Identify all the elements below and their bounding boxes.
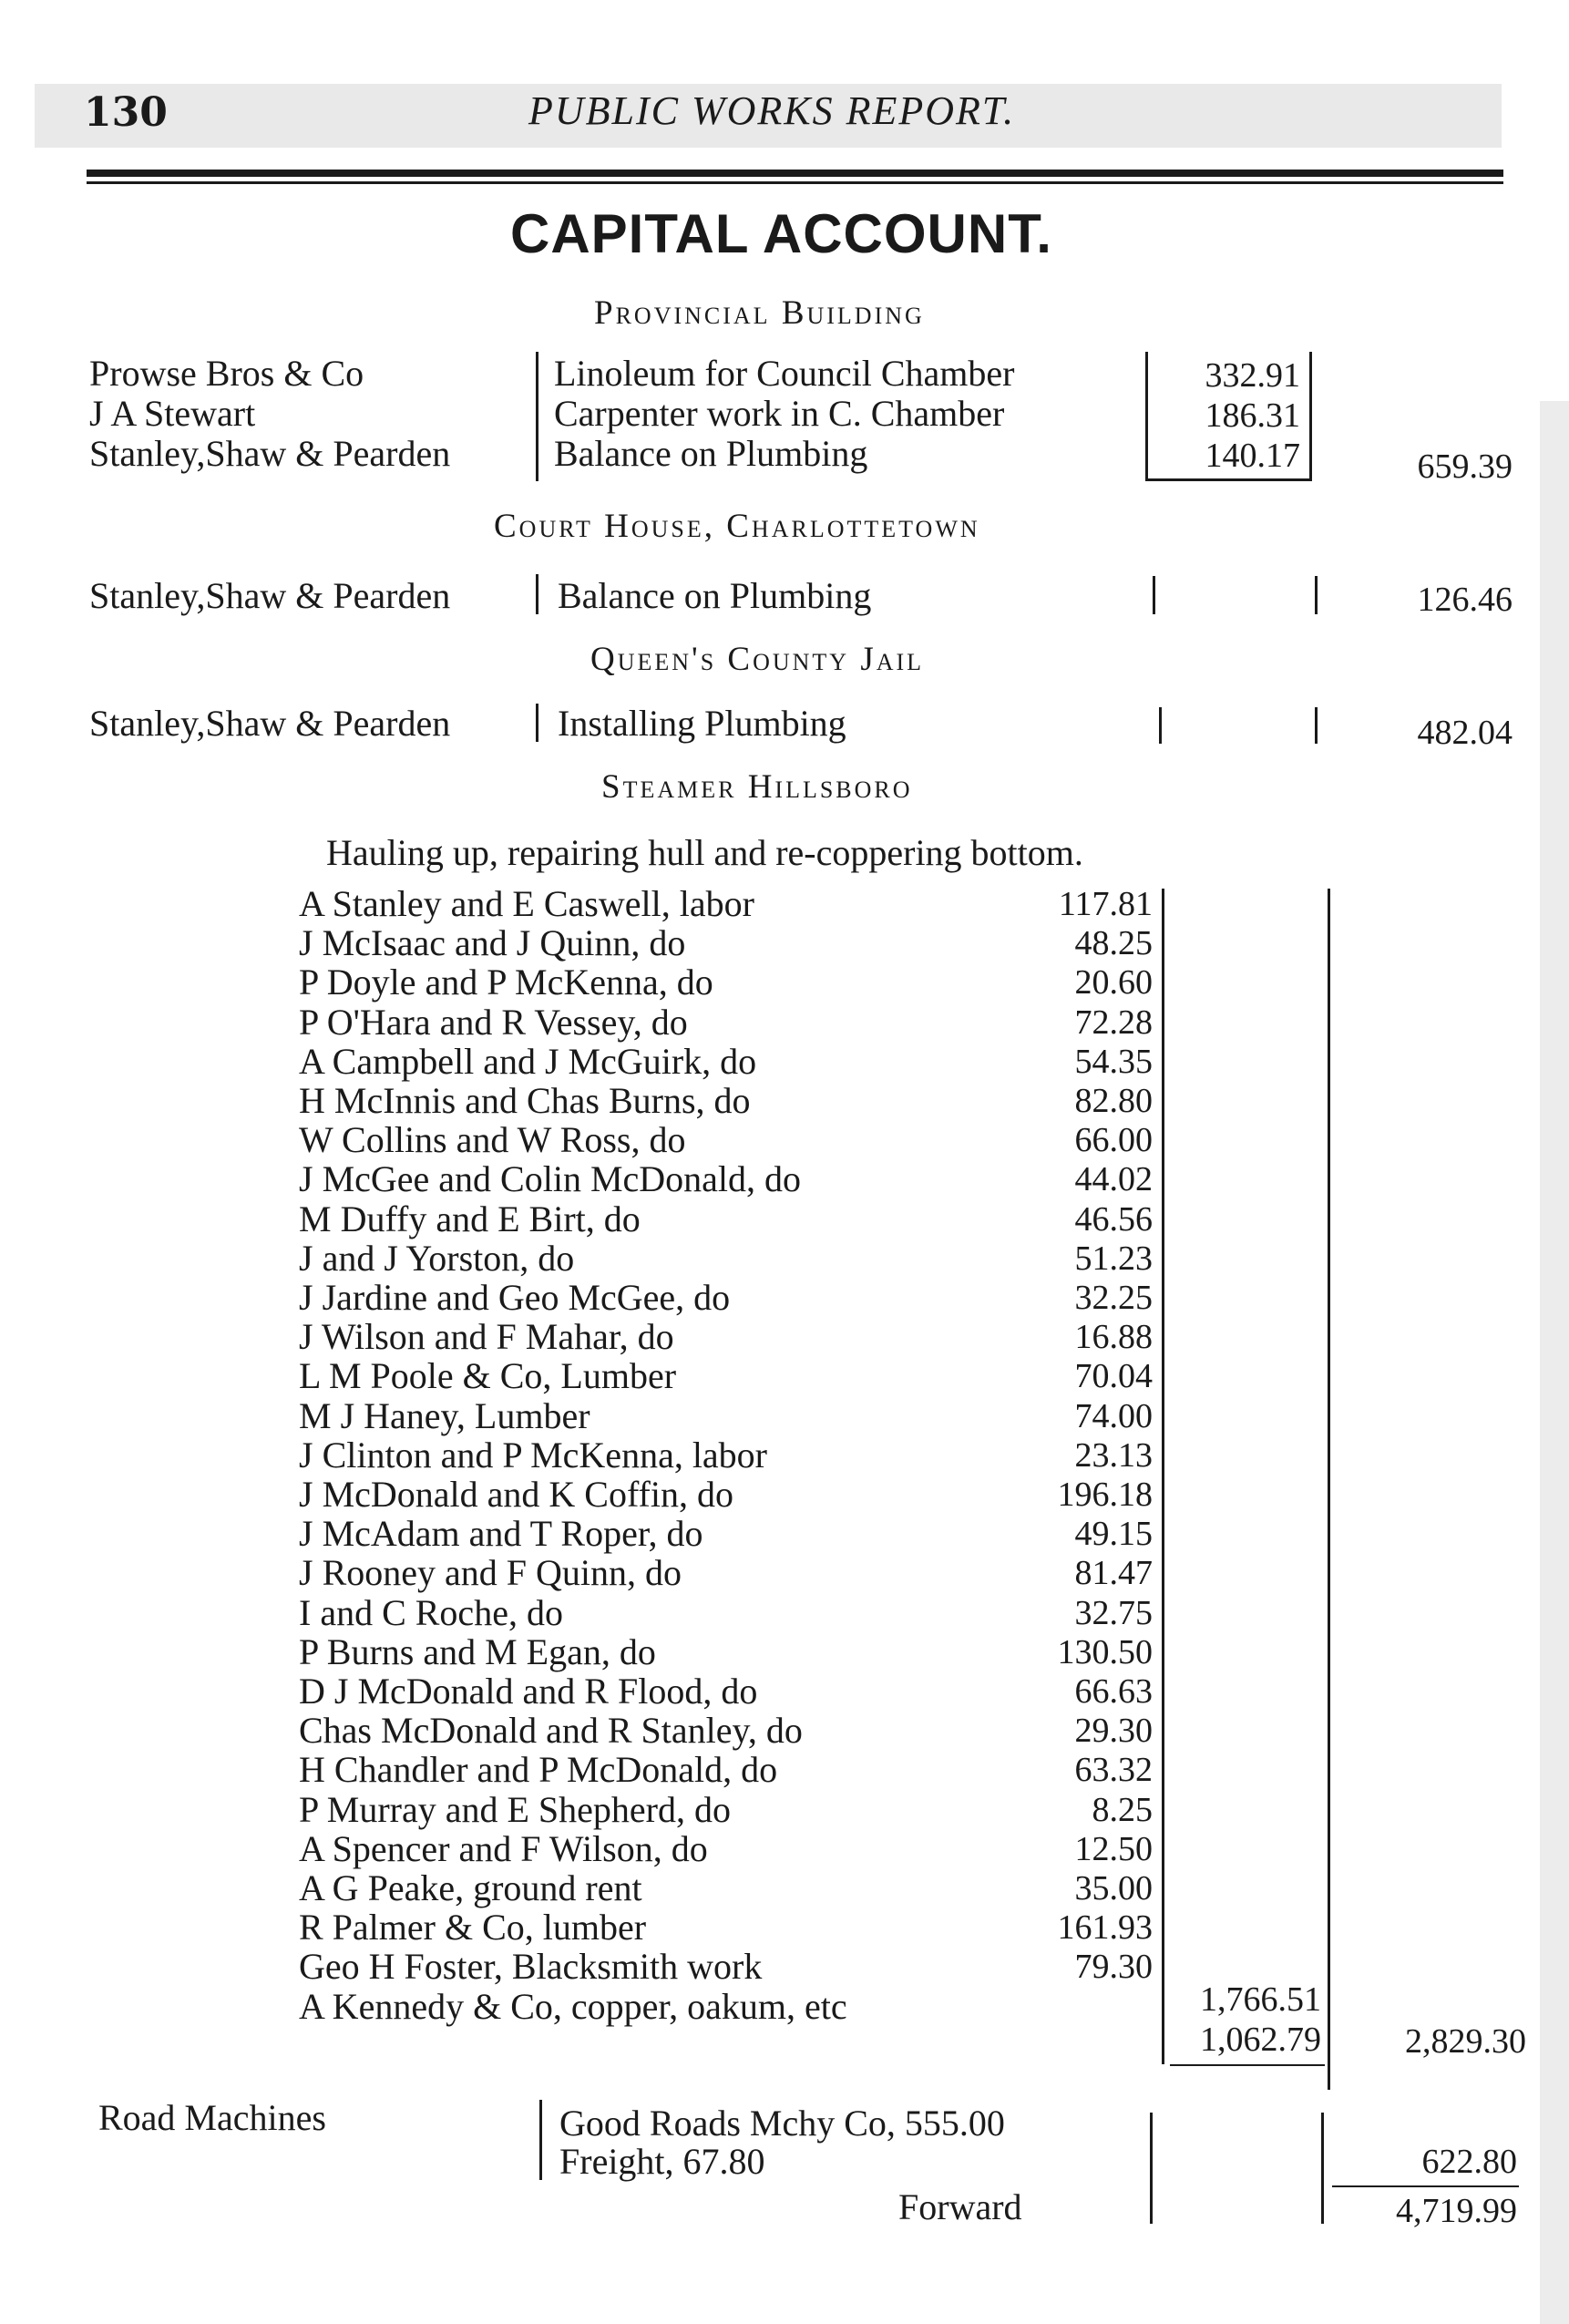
list-item-name: A G Peake, ground rent — [299, 1867, 642, 1908]
column-rule — [1150, 2113, 1153, 2224]
list-item-amount: 35.00 — [1074, 1869, 1153, 1908]
column-rule — [1153, 576, 1155, 614]
forward-label: Forward — [898, 2186, 1022, 2227]
page-title: CAPITAL ACCOUNT. — [510, 203, 1052, 264]
column-rule — [1159, 707, 1162, 744]
list-item-name: A Stanley and E Caswell, labor — [299, 883, 754, 924]
list-item-name: D J McDonald and R Flood, do — [299, 1671, 758, 1712]
list-item-name: H McInnis and Chas Burns, do — [299, 1080, 751, 1121]
column-rule — [1321, 2113, 1324, 2224]
road-machines-label: Road Machines — [98, 2097, 326, 2138]
subtotal-rule — [1145, 478, 1312, 481]
section-heading-court-house: Court House, Charlottetown — [494, 508, 980, 545]
list-item-name: J and J Yorston, do — [299, 1238, 575, 1279]
section-heading-steamer-hillsboro: Steamer Hillsboro — [601, 768, 913, 806]
amount: 186.31 — [1205, 396, 1300, 435]
subtotal-labor: 1,766.51 — [1200, 1980, 1321, 2019]
list-item-name: J Clinton and P McKenna, labor — [299, 1435, 768, 1476]
description: Balance on Plumbing — [558, 575, 872, 616]
list-item-amount: 48.25 — [1074, 924, 1153, 962]
list-item-amount: 20.60 — [1074, 963, 1153, 1002]
list-item-amount: 81.47 — [1074, 1554, 1153, 1592]
list-item-amount: 29.30 — [1074, 1712, 1153, 1750]
list-item-name: J McDonald and K Coffin, do — [299, 1474, 733, 1515]
amount: 140.17 — [1205, 437, 1300, 475]
list-item-amount: 70.04 — [1074, 1357, 1153, 1395]
list-item-amount: 196.18 — [1057, 1476, 1153, 1514]
list-item-amount: 23.13 — [1074, 1436, 1153, 1475]
road-machines-line: Freight, 67.80 — [559, 2141, 765, 2182]
list-item-name: J Rooney and F Quinn, do — [299, 1552, 682, 1593]
list-item-name: J Wilson and F Mahar, do — [299, 1316, 674, 1357]
list-item-name: M Duffy and E Birt, do — [299, 1198, 641, 1239]
list-item-name: J Jardine and Geo McGee, do — [299, 1277, 731, 1318]
section-total: 126.46 — [1417, 581, 1513, 619]
list-item-name: P Burns and M Egan, do — [299, 1631, 656, 1672]
list-item-name: Geo H Foster, Blacksmith work — [299, 1946, 763, 1987]
list-item-amount: 117.81 — [1058, 885, 1153, 923]
list-item-amount: 161.93 — [1057, 1908, 1153, 1947]
list-item-name: M J Haney, Lumber — [299, 1395, 590, 1436]
list-item-amount: 51.23 — [1074, 1239, 1153, 1278]
scan-shading — [1540, 401, 1569, 2324]
list-item-name: J McGee and Colin McDonald, do — [299, 1158, 802, 1199]
list-item-name: A Campbell and J McGuirk, do — [299, 1041, 757, 1082]
payee: Stanley,Shaw & Pearden — [89, 703, 451, 744]
subtotal-copper: 1,062.79 — [1200, 2021, 1321, 2059]
description: Balance on Plumbing — [554, 433, 868, 474]
payee: Stanley,Shaw & Pearden — [89, 433, 451, 474]
list-item-amount: 66.63 — [1074, 1672, 1153, 1711]
payee: Prowse Bros & Co — [89, 353, 364, 394]
column-rule — [536, 352, 538, 481]
list-item-name: A Kennedy & Co, copper, oakum, etc — [299, 1986, 847, 2027]
column-rule — [1328, 889, 1330, 2090]
list-item-name: Chas McDonald and R Stanley, do — [299, 1710, 803, 1751]
list-item-amount: 16.88 — [1074, 1318, 1153, 1356]
list-item-name: I and C Roche, do — [299, 1592, 563, 1633]
column-rule — [536, 704, 538, 742]
list-item-amount: 130.50 — [1057, 1633, 1153, 1671]
list-item-amount: 8.25 — [1092, 1791, 1153, 1829]
list-item-name: P Doyle and P McKenna, do — [299, 961, 713, 1003]
list-item-name: J McIsaac and J Quinn, do — [299, 922, 686, 963]
column-rule — [1315, 707, 1318, 744]
list-item-name: P O'Hara and R Vessey, do — [299, 1002, 688, 1043]
total-rule — [1332, 2185, 1519, 2187]
column-rule — [539, 2100, 542, 2180]
road-machines-line: Good Roads Mchy Co, 555.00 — [559, 2103, 1005, 2144]
amount: 332.91 — [1205, 356, 1300, 395]
page-number: 130 — [84, 89, 168, 136]
column-rule — [1145, 352, 1148, 481]
list-item-amount: 44.02 — [1074, 1160, 1153, 1198]
section-heading-queens-jail: Queen's County Jail — [590, 641, 925, 678]
list-item-name: J McAdam and T Roper, do — [299, 1513, 703, 1554]
column-rule — [536, 574, 538, 614]
list-item-amount: 32.25 — [1074, 1279, 1153, 1317]
list-item-amount: 46.56 — [1074, 1200, 1153, 1239]
list-item-amount: 74.00 — [1074, 1397, 1153, 1435]
list-item-name: W Collins and W Ross, do — [299, 1119, 686, 1160]
subtotal-rule — [1170, 2064, 1325, 2066]
column-rule — [1309, 352, 1312, 481]
list-item-name: R Palmer & Co, lumber — [299, 1907, 647, 1948]
section-total: 2,829.30 — [1405, 2022, 1526, 2061]
section-heading-provincial-building: Provincial Building — [594, 294, 925, 332]
list-item-amount: 49.15 — [1074, 1515, 1153, 1553]
section-total: 622.80 — [1421, 2143, 1517, 2181]
list-item-name: L M Poole & Co, Lumber — [299, 1355, 677, 1396]
list-item-amount: 12.50 — [1074, 1830, 1153, 1868]
section-total: 659.39 — [1417, 447, 1513, 486]
column-rule — [1315, 576, 1318, 614]
description: Linoleum for Council Chamber — [554, 353, 1015, 394]
list-item-amount: 72.28 — [1074, 1003, 1153, 1042]
list-item-amount: 79.30 — [1074, 1948, 1153, 1986]
list-item-amount: 66.00 — [1074, 1121, 1153, 1159]
list-item-name: P Murray and E Shepherd, do — [299, 1789, 731, 1830]
header-rule — [87, 170, 1503, 177]
list-item-amount: 32.75 — [1074, 1594, 1153, 1632]
list-item-amount: 63.32 — [1074, 1751, 1153, 1789]
section-total: 482.04 — [1417, 714, 1513, 752]
payee: Stanley,Shaw & Pearden — [89, 575, 451, 616]
list-item-name: A Spencer and F Wilson, do — [299, 1828, 708, 1869]
forward-total: 4,719.99 — [1396, 2192, 1517, 2230]
section-subheading: Hauling up, repairing hull and re-coppering bottom. — [326, 832, 1083, 873]
payee: J A Stewart — [89, 393, 256, 434]
list-item-amount: 82.80 — [1074, 1082, 1153, 1120]
list-item-name: H Chandler and P McDonald, do — [299, 1749, 778, 1790]
description: Installing Plumbing — [558, 703, 846, 744]
list-item-amount: 54.35 — [1074, 1043, 1153, 1081]
description: Carpenter work in C. Chamber — [554, 393, 1005, 434]
running-title: PUBLIC WORKS REPORT. — [528, 88, 1016, 133]
column-rule — [1162, 889, 1164, 2064]
header-rule-thin — [87, 181, 1503, 184]
